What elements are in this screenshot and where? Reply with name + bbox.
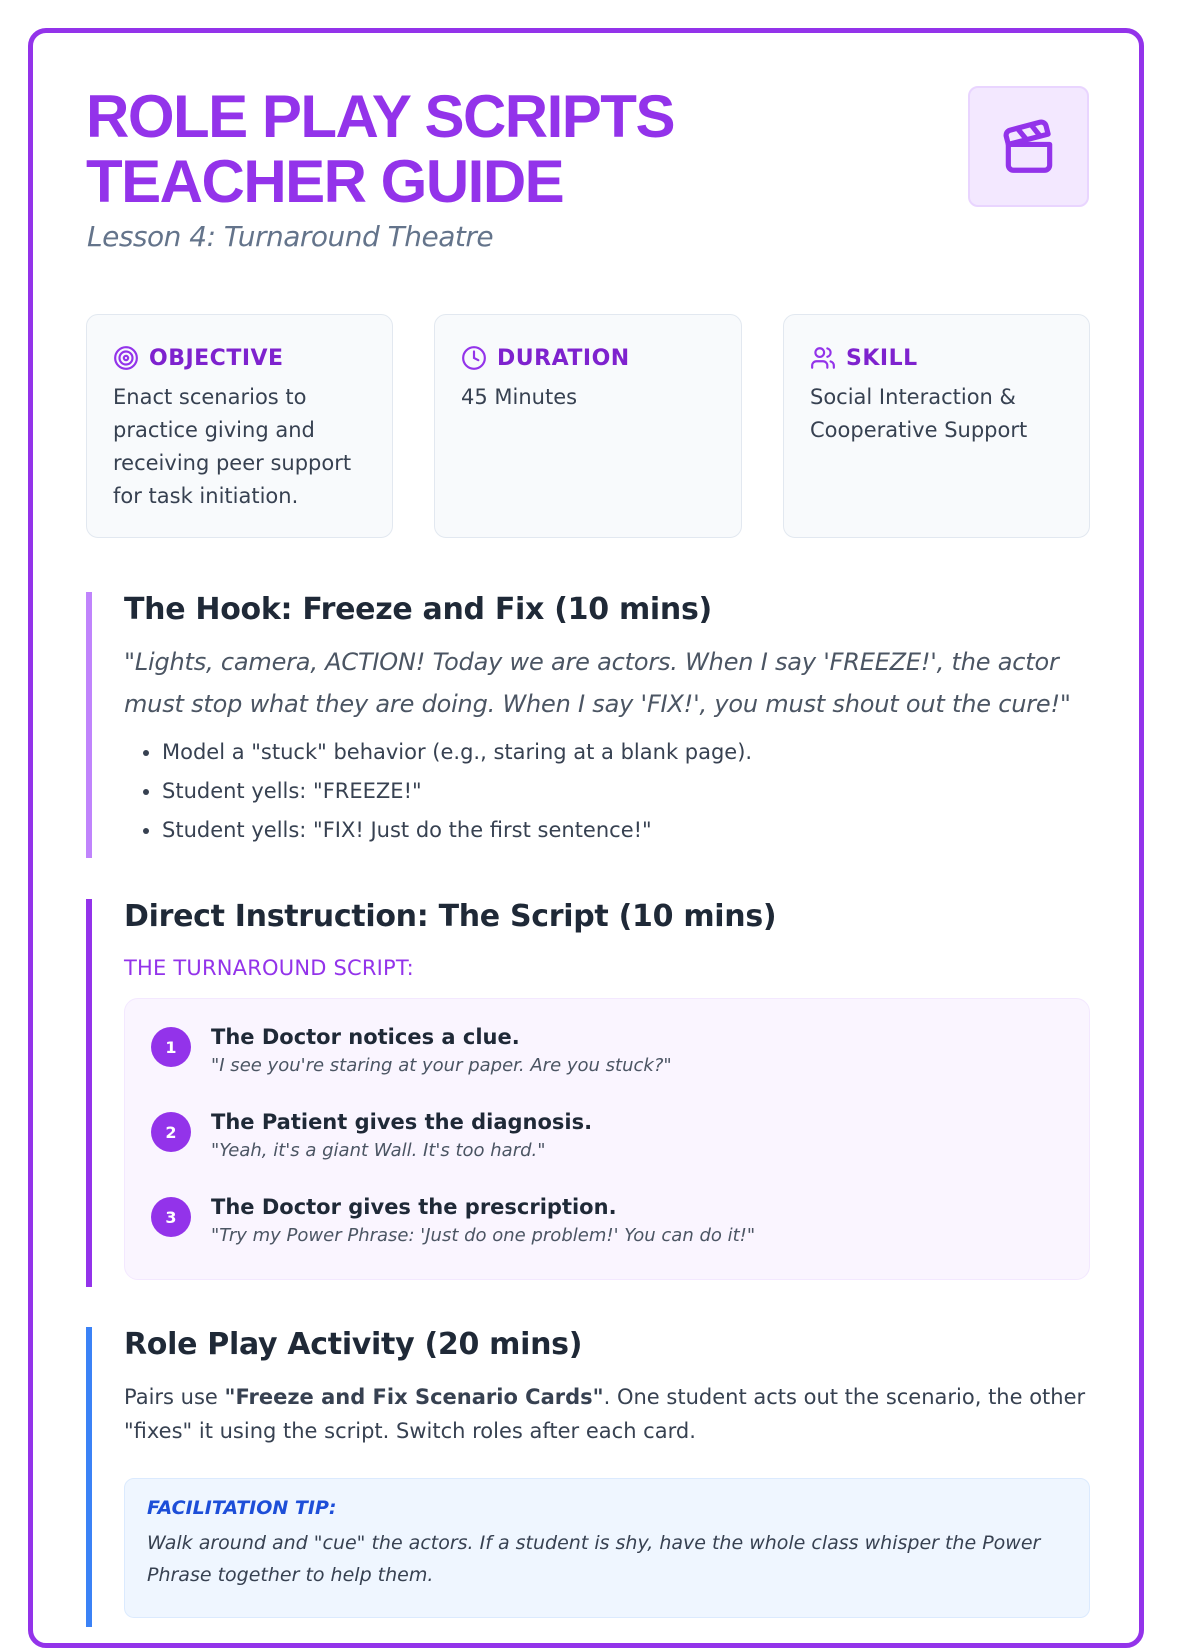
script-step: [151, 1023, 1063, 1108]
step-line: "Yeah, it's a giant Wall. It's too hard.": [211, 1140, 546, 1161]
script-label: THE TURNAROUND SCRIPT:: [124, 956, 414, 980]
duration-label: DURATION: [497, 345, 630, 371]
page-title: ROLE PLAY SCRIPTS TEACHER GUIDE: [86, 83, 674, 215]
objective-label: OBJECTIVE: [149, 345, 284, 371]
hook-quote: "Lights, camera, ACTION! Today we are actors. When I say 'FREEZE!', the actor must stop what they are doing. When I say 'FIX!', you must shout out the cure!": [124, 648, 1071, 718]
step-title: The Patient gives the diagnosis.: [211, 1110, 593, 1134]
direct-instruction-section: [86, 899, 1090, 1287]
objective-text: Enact scenarios to practice giving and receiving peer support for task initiation.: [113, 385, 352, 508]
activity-title: Role Play Activity (20 mins): [124, 1327, 583, 1362]
skill-text: Social Interaction & Cooperative Support: [810, 385, 1028, 442]
script-box: [124, 998, 1090, 1280]
users-icon: [810, 345, 836, 371]
list-item: • Student yells: "FIX! Just do the first sentence!": [162, 811, 1090, 850]
duration-card: [434, 314, 742, 538]
script-step: [151, 1108, 1063, 1193]
activity-section: [86, 1327, 1090, 1627]
activity-text-start: Pairs use: [124, 1385, 225, 1409]
skill-card: [783, 314, 1090, 538]
duration-text: 45 Minutes: [461, 385, 578, 409]
list-item: • Student yells: "FREEZE!": [162, 772, 1090, 811]
step-title: The Doctor gives the prescription.: [211, 1195, 617, 1219]
step-line: "Try my Power Phrase: 'Just do one problem!' You can do it!": [211, 1225, 756, 1246]
facilitation-tip: [124, 1478, 1090, 1618]
list-item: • Model a "stuck" behavior (e.g., staring at a blank page).: [162, 733, 1090, 772]
direct-title: Direct Instruction: The Script (10 mins): [124, 899, 777, 934]
logo-badge: [968, 86, 1089, 207]
lesson-subtitle: Lesson 4: Turnaround Theatre: [87, 220, 494, 253]
clock-icon: [461, 345, 487, 371]
step-line: "I see you're staring at your paper. Are you stuck?": [211, 1055, 672, 1076]
script-step: [151, 1193, 1063, 1278]
clapperboard-icon: [998, 116, 1060, 178]
activity-text: [124, 1380, 1090, 1448]
step-number-badge: 1: [151, 1027, 191, 1067]
objective-card: [86, 314, 393, 538]
skill-label: SKILL: [846, 345, 918, 371]
hook-section: [86, 592, 1090, 858]
step-title: The Doctor notices a clue.: [211, 1025, 520, 1049]
tip-label: FACILITATION TIP:: [147, 1497, 337, 1519]
hook-steps-list: [124, 733, 1090, 850]
step-number-badge: 2: [151, 1112, 191, 1152]
target-icon: [113, 345, 139, 371]
activity-text-end: . One student acts out the scenario, the other "fixes" it using the script. Switch roles after each card.: [124, 1385, 1086, 1443]
step-number-badge: 3: [151, 1197, 191, 1237]
hook-title: The Hook: Freeze and Fix (10 mins): [124, 592, 712, 627]
scenario-cards-name: "Freeze and Fix Scenario Cards": [224, 1385, 604, 1409]
tip-text: Walk around and "cue" the actors. If a student is shy, have the whole class whisper the Power Phrase together to help them.: [147, 1532, 1041, 1586]
